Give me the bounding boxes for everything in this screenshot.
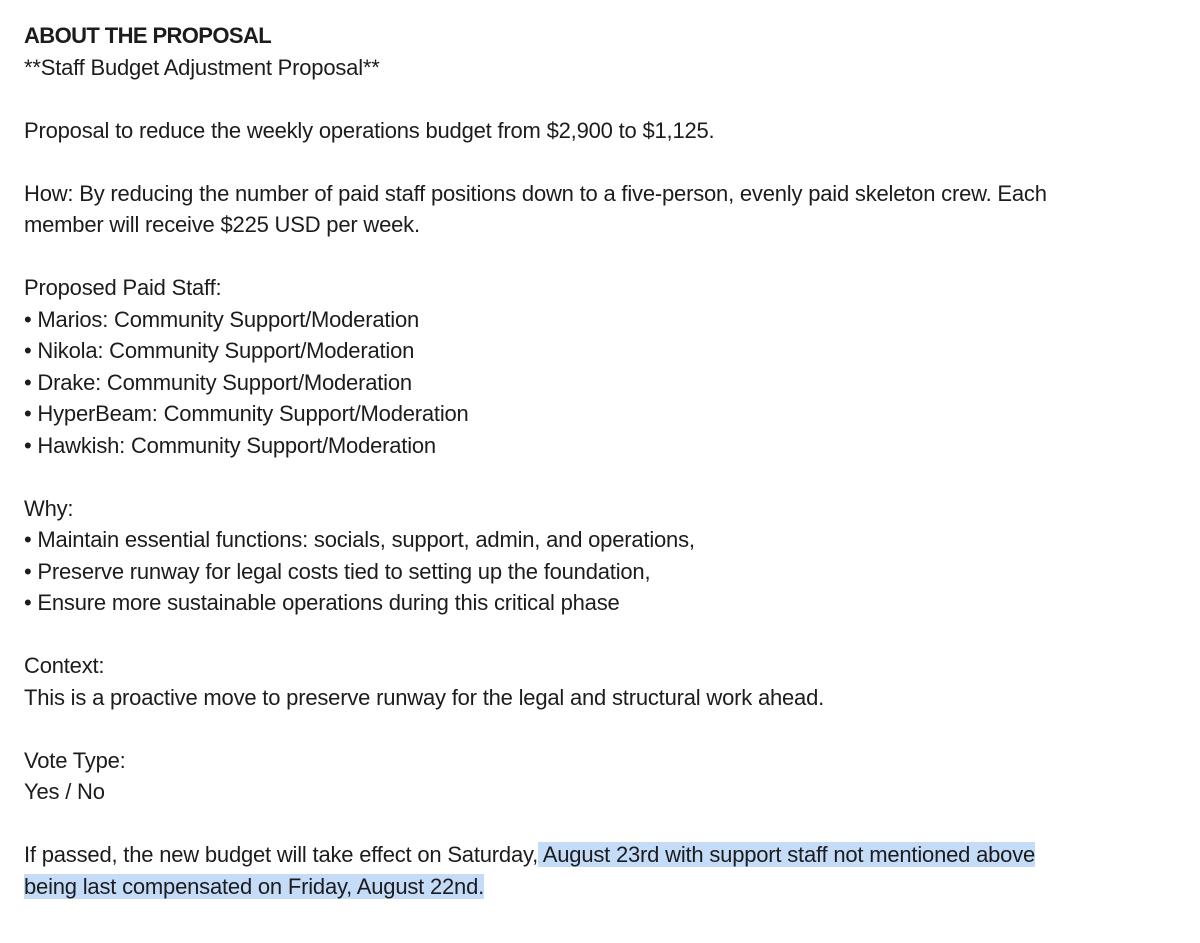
staff-label: Proposed Paid Staff:	[24, 275, 222, 300]
spacer	[24, 808, 1174, 840]
proposal-subtitle: **Staff Budget Adjustment Proposal**	[24, 54, 380, 80]
spacer	[24, 619, 1174, 651]
staff-list-item: • Hawkish: Community Support/Moderation	[24, 430, 1174, 462]
vote-type-label: Vote Type:	[24, 747, 126, 773]
why-list-item: • Maintain essential functions: socials, support, admin, and operations,	[24, 524, 1174, 556]
staff-list-item: • Drake: Community Support/Moderation	[24, 367, 1174, 399]
context-label: Context:	[24, 653, 105, 678]
how-text-line-2: member will receive $225 USD per week.	[24, 212, 420, 237]
staff-list-item: • Nikola: Community Support/Moderation	[24, 335, 1174, 367]
effective-date-line-2[interactable]	[24, 871, 1174, 903]
context-text: This is a proactive move to preserve runway for the legal and structural work ahead.	[24, 684, 825, 710]
proposal-document	[24, 20, 1174, 902]
spacer	[24, 146, 1174, 178]
proposal-summary: Proposal to reduce the weekly operations budget from $2,900 to $1,125.	[24, 117, 715, 143]
effective-date-text: If passed, the new budget will take effect on Saturday,	[24, 842, 539, 867]
why-label: Why:	[24, 495, 74, 521]
why-list-item: • Preserve runway for legal costs tied to setting up the foundation,	[24, 556, 1174, 588]
how-text-line-1: How: By reducing the number of paid staff positions down to a five-person, evenly paid skeleton crew. Each	[24, 180, 1047, 206]
why-list-item: • Ensure more sustainable operations during this critical phase	[24, 587, 1174, 619]
spacer	[24, 461, 1174, 493]
selected-text[interactable]: August 23rd with support staff not mentioned above	[538, 842, 1036, 867]
staff-list-item: • Marios: Community Support/Moderation	[24, 304, 1174, 336]
staff-list-item: • HyperBeam: Community Support/Moderation	[24, 398, 1174, 430]
selected-text[interactable]: being last compensated on Friday, August 22nd.	[24, 873, 485, 899]
spacer	[24, 713, 1174, 745]
effective-date-line-1[interactable]	[24, 839, 1174, 871]
section-heading: ABOUT THE PROPOSAL	[24, 23, 272, 48]
spacer	[24, 241, 1174, 273]
spacer	[24, 83, 1174, 115]
vote-type-value: Yes / No	[24, 779, 105, 804]
